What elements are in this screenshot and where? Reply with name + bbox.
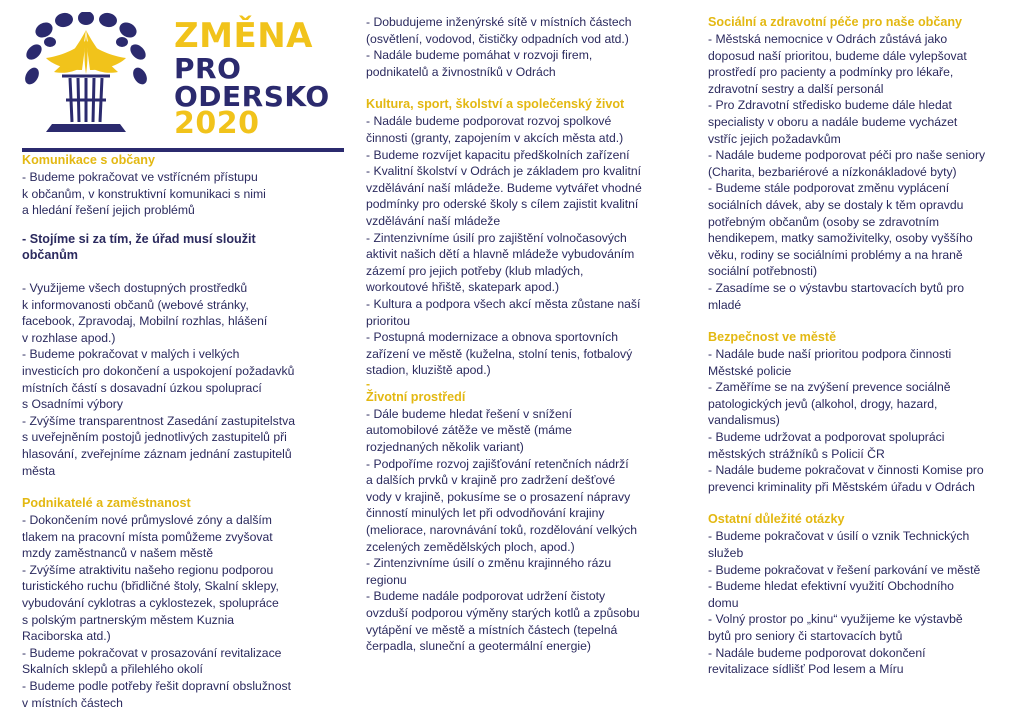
komunikace-heading: Komunikace s občany (22, 153, 155, 167)
podnikatele-paragraph: - Dokončením nové průmyslové zóny a dalším tlakem na pracovní místa pomůžeme zvyšovat mzdy zaměstnanců v našem městě - Zvýšíme atraktivitu našeho regionu podporou turistického ruchu (břidličné štoly, Skalní sklepy, vybudování cyklotras a cyklostezek, spolupráce s polským partnerským městem Kuznia Raciborska atd.) - Budeme pokračovat v prosazování revitalizace Skalních sklepů a přilehlého okolí - Budeme podle potřeby řešit dopravní obslužnost v místních částech (22, 513, 291, 710)
komunikace-paragraph-1: - Budeme pokračovat ve vstřícném přístupu k občanům, v konstruktivní komunikaci s nimi a hledání řešení jejich problémů (22, 170, 266, 218)
podnikatele-heading: Podnikatelé a zaměstnanost (22, 496, 191, 511)
intro-paragraph: - Dobudujeme inženýrské sítě v místních částech (osvětlení, vodovod, čističky odpadních vod atd.) - Nadále budeme pomáhat v rozvoji firem, podnikatelů a živnostníků v Odrách (366, 15, 632, 79)
socialni-heading: Sociální a zdravotní péče pro naše občany (708, 15, 963, 29)
column-right (708, 14, 1008, 678)
logo-title-odersko: ODERSKO (174, 80, 330, 113)
komunikace-paragraph-3: - Využijeme všech dostupných prostředků k informovanosti občanů (webové stránky, facebook, Zpravodaj, Mobilní rozhlas, hlášení v rozhlase apod.) - Budeme pokračovat v malých i velkých investicích pro dokončení a uspokojení požadavků místních částí s dosavadní úzkou spoluprací s Osadními výbory - Zvýšíme transparentnost Zasedání zastupitelstva s uveřejněním postojů jednotlivých zastupitelů při hlasování, zveřejníme záznam jednání zastupitelů města (22, 280, 295, 478)
socialni-paragraph: - Městská nemocnice v Odrách zůstává jako doposud naší prioritou, budeme dále vylepšovat prostředí pro pacienty a podmínky pro lékaře, zdravotní sestry a další personál - Pro Zdravotní středisko budeme dále hledat specialisty v oboru a nadále budeme vycházet vstříc jejich požadavkům - Nadále budeme podporovat péči pro naše seniory (Charita, bezbariérové a nízkonákladové byty) - Budeme stále podporovat změnu vyplácení sociálních dávek, aby se dostaly k těm opravdu potřebným občanům (osoby se zdravotním hendikepem, matky samoživitelky, osoby vyššího věku, rodiny se sociálními problémy a na hraně sociální potřebnosti) - Zasadíme se o výstavbu startovacích bytů pro mladé (708, 32, 986, 312)
ostatni-paragraph: - Budeme pokračovat v úsilí o vznik Technických služeb - Budeme pokračovat v řešení parkování ve městě - Budeme hledat efektivní využití Obchodního domu - Volný prostor po „kinu“ využijeme ke výstavbě bytů pro seniory či startovacích bytů - Nadále budeme podporovat dokončení revitalizace sídlišť Pod lesem a Míru (708, 529, 981, 677)
kultura-paragraph: - Nadále budeme podporovat rozvoj spolkové činnosti (granty, zapojením v akcích města atd.) - Budeme rozvíjet kapacitu předškolních zařízení - Kvalitní školství v Odrách je základem pro kvalitní vzdělávání naší mládeže. Budeme vytvářet vhodné podmínky pro oderské školy s cílem zajistit kvalitní vzdělávání naší mládeže - Zintenzivníme úsilí pro zajištění volnočasových aktivit našich dětí a hlavně mládeže vybudováním zázemí pro jejich potřeby (klub mladých, workoutové hřiště, skatepark apod.) - Kultura a podpora všech akcí města zůstane naší prioritou - Postupná modernizace a obnova sportovních zařízení ve městě (kuželna, stolní tenis, fotbalový stadion, kluziště apod.) (366, 114, 642, 378)
komunikace-paragraph-2: - Stojíme si za tím, že úřad musí sloužit občanům (22, 231, 256, 263)
logo-title-year: 2020 (174, 106, 260, 141)
zivotni-paragraph: - Dále budeme hledat řešení v snížení automobilové zátěže ve městě (máme rozjednaných několik variant) - Podpoříme rozvoj zajišťování retenčních nádrží a dalších prvků v krajině pro zadržení dešťové vody v krajině, pokusíme se o prosazení nápravy činností minulých let při odvodňování krajiny (meliorace, narovnávání toků, rozdělování velkých zcelených zemědělských ploch, apod.) - Zintenzivníme úsilí o změnu krajinného rázu regionu - Budeme nadále podporovat udržení čistoty ovzduší podporou výměny starých kotlů a způsobu vytápění ve městě a místních částech (tepelná čerpadla, sluneční a geotermální energie) (366, 406, 640, 654)
column-left (22, 0, 340, 711)
logo-title-pro: PRO (174, 52, 242, 85)
ostatni-heading: Ostatní důležité otázky (708, 512, 845, 527)
logo-title-zmena: ZMĚNA (174, 16, 313, 56)
logo (22, 0, 342, 144)
tree-wheat-logo-icon (22, 12, 162, 140)
bezpecnost-paragraph: - Nadále bude naší prioritou podpora činnosti Městské policie - Zaměříme se na zvýšení prevence sociálně patologických jevů (alkohol, drogy, hazard, vandalismus) - Budeme udržovat a podporovat spolupráci městských strážníků s Policií ČR - Nadále budeme pokračovat v činnosti Komise pro prevenci kriminality při Městském úřadu v Odrách (708, 347, 984, 494)
bezpecnost-heading: Bezpečnost ve městě (708, 330, 837, 345)
logo-divider (22, 148, 344, 152)
zivotni-heading: Životní prostředí (366, 389, 466, 404)
separator-dash: - (366, 376, 371, 391)
kultura-heading: Kultura, sport, školství a společenský život (366, 97, 625, 112)
column-middle (366, 14, 682, 655)
